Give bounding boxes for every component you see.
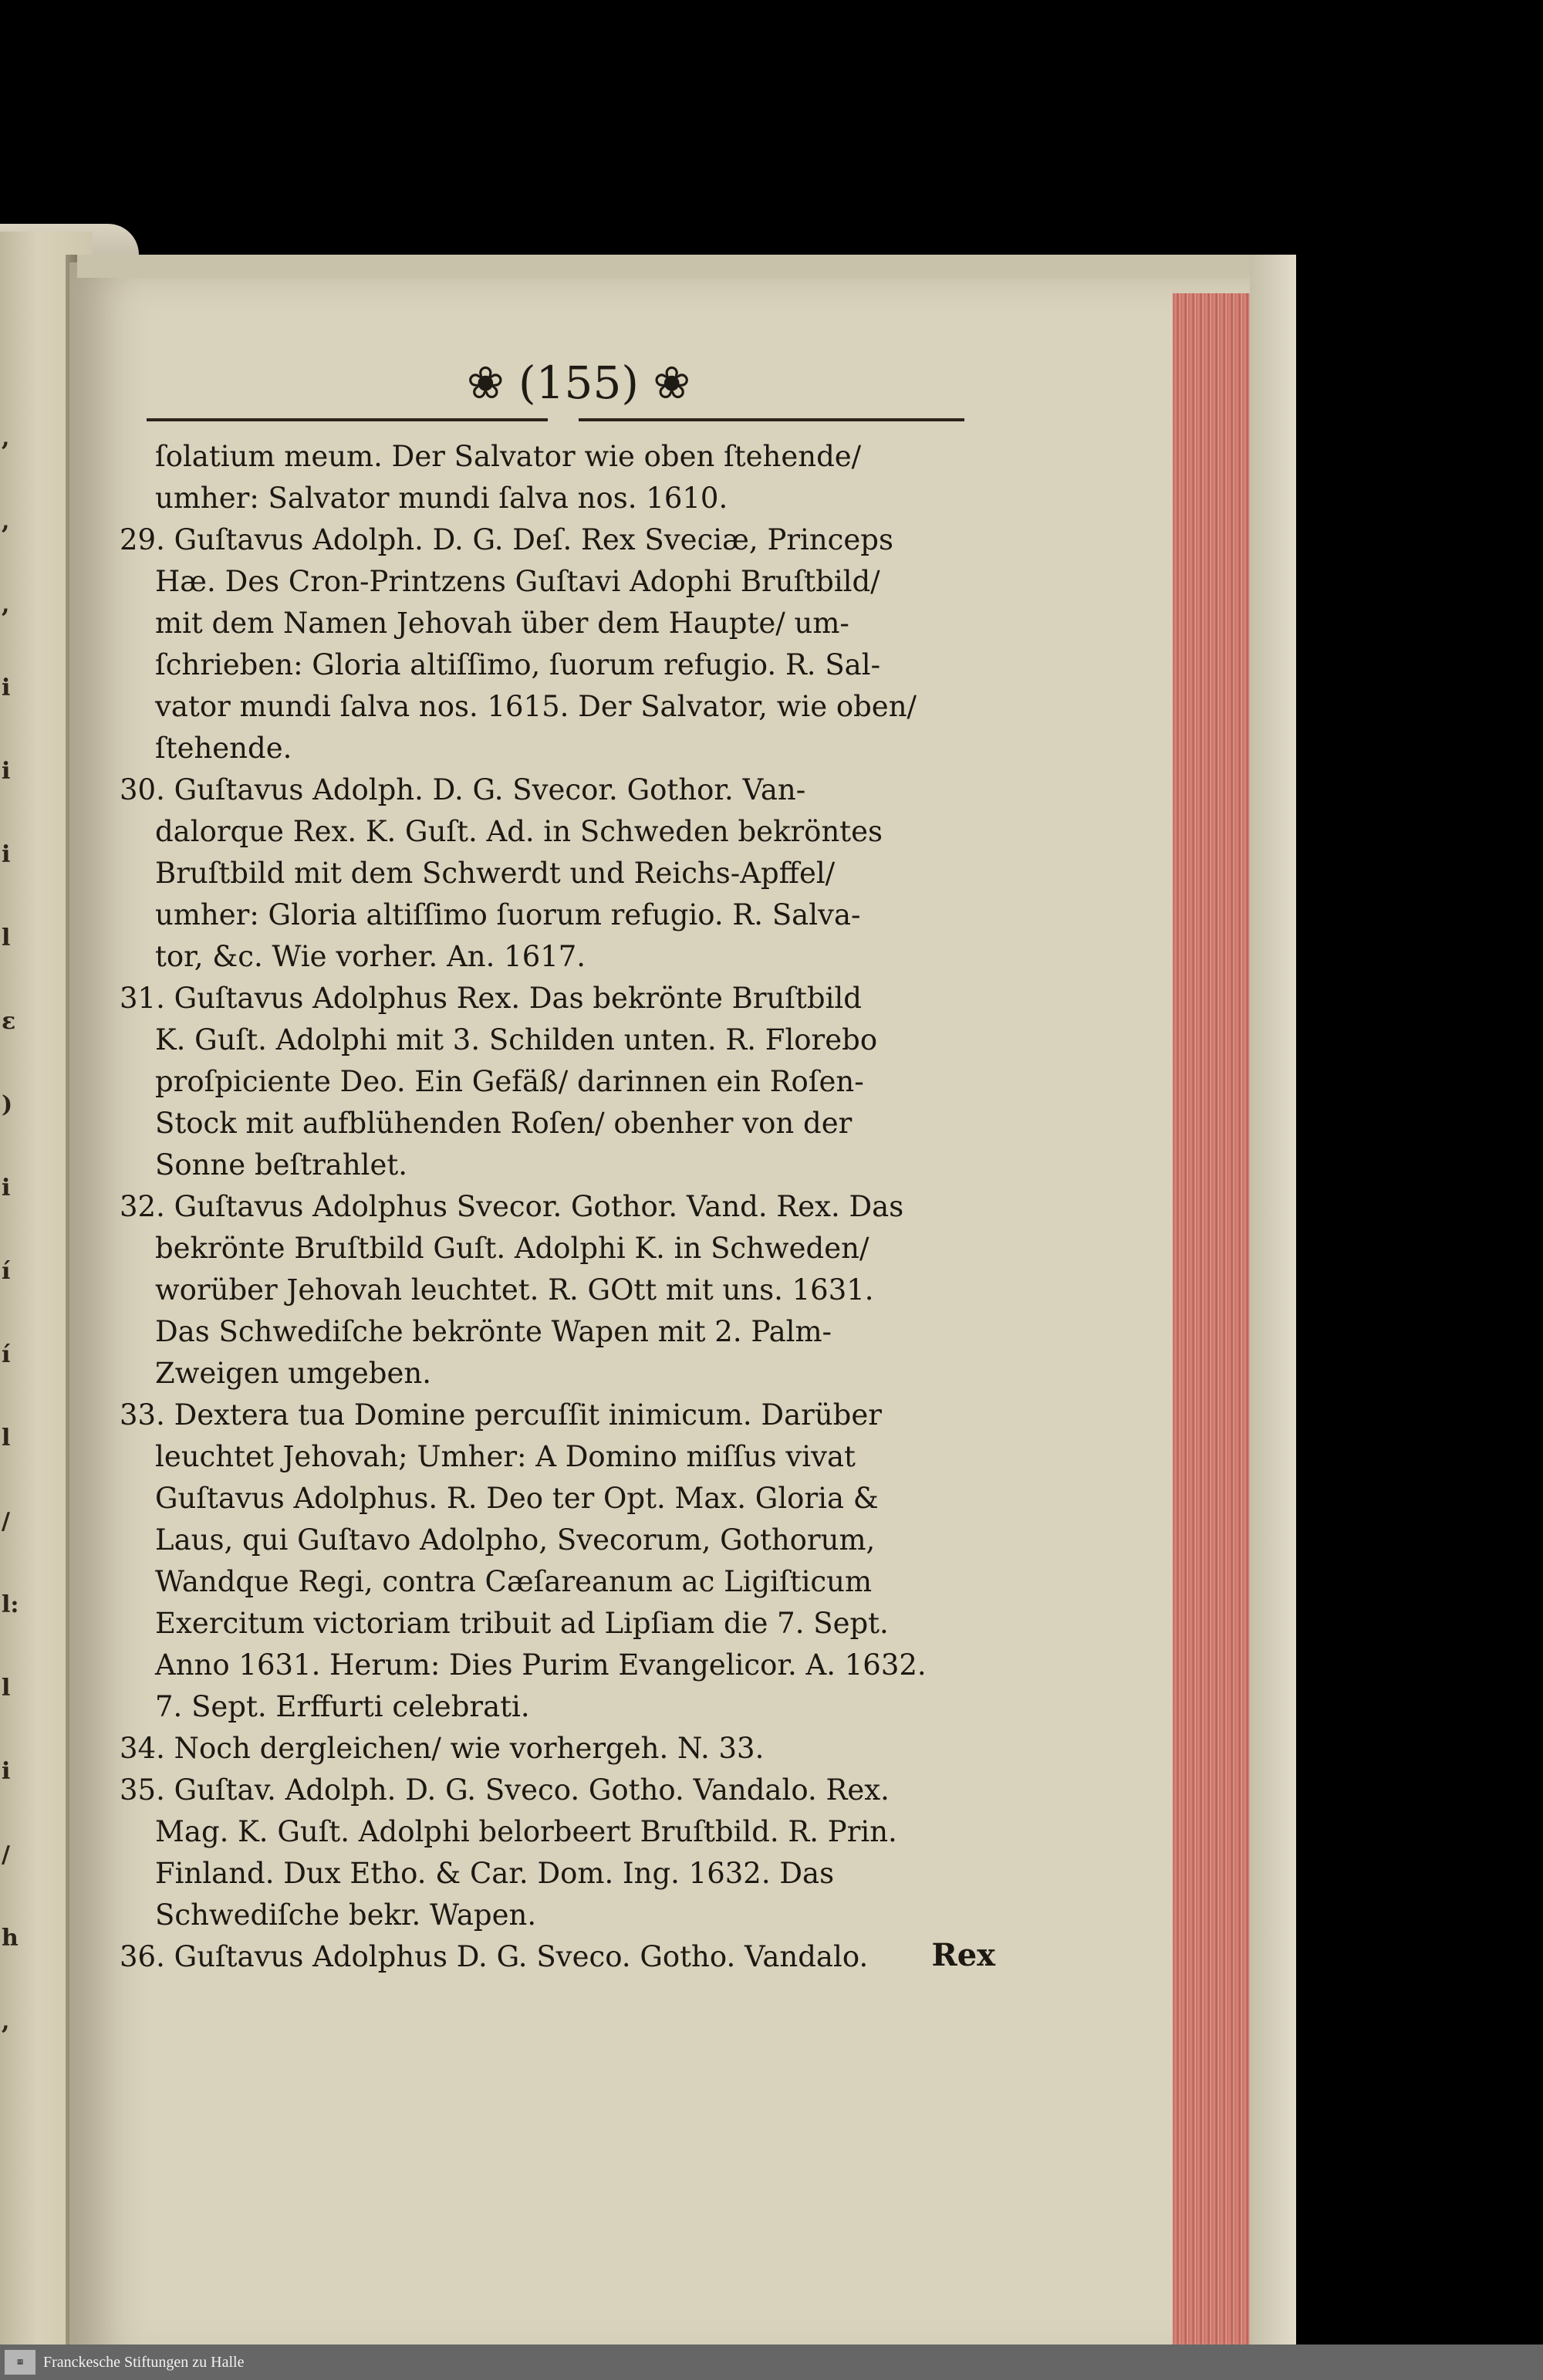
- text-line: proſpiciente Deo. Ein Gefäß/ darinnen ein Roſen-: [155, 1065, 864, 1098]
- page-body-text: [120, 436, 1007, 2018]
- text-line: ſolatium meum. Der Salvator wie oben ſtehende/: [155, 440, 862, 473]
- margin-fragment: i: [2, 758, 11, 785]
- page-header: [147, 357, 964, 426]
- margin-fragment: l: [2, 1675, 11, 1702]
- text-line: leuchtet Jehovah; Umher: A Domino miſſus vivat: [155, 1440, 856, 1473]
- margin-fragment: í: [2, 1341, 11, 1368]
- margin-fragment: ,: [2, 2008, 10, 2035]
- margin-fragment: l: [2, 1425, 11, 1452]
- text-line: umher: Salvator mundi ſalva nos. 1610.: [155, 482, 728, 515]
- left-margin-fragments: [0, 232, 19, 2361]
- margin-fragment: l:: [2, 1591, 19, 1618]
- text-line: 29. Guſtavus Adolph. D. G. Deſ. Rex Sveciæ, Princeps: [120, 523, 893, 556]
- margin-fragment: ,: [2, 591, 10, 618]
- margin-fragment: ,: [2, 424, 10, 451]
- text-line: 7. Sept. Erffurti celebrati.: [155, 1690, 530, 1723]
- text-line: ſtehende.: [155, 732, 292, 765]
- text-line: Zweigen umgeben.: [155, 1357, 431, 1390]
- footer-institution: Franckesche Stiftungen zu Halle: [43, 2353, 245, 2371]
- text-line: umher: Gloria altiſſimo ſuorum refugio. R. Salva-: [155, 898, 861, 931]
- text-line: Wandque Regi, contra Cæſareanum ac Ligiſticum: [155, 1565, 873, 1598]
- text-line: Bruſtbild mit dem Schwerdt und Reichs-Apffel/: [155, 857, 836, 890]
- text-line: 35. Guſtav. Adolph. D. G. Sveco. Gotho. Vandalo. Rex.: [120, 1773, 890, 1807]
- text-line: 33. Dextera tua Domine percuſſit inimicum. Darüber: [120, 1398, 882, 1432]
- margin-fragment: ,: [2, 508, 10, 535]
- text-line: mit dem Namen Jehovah über dem Haupte/ um-: [155, 607, 849, 640]
- margin-fragment: i: [2, 841, 11, 868]
- margin-fragment: /: [2, 1841, 10, 1868]
- text-line: Das Schwediſche bekrönte Wapen mit 2. Palm-: [155, 1315, 832, 1348]
- page-right-margin: [1250, 255, 1296, 2369]
- text-line: Stock mit aufblühenden Roſen/ obenher von der: [155, 1107, 853, 1140]
- text-line: 34. Noch dergleichen/ wie vorhergeh. N. 33.: [120, 1732, 765, 1765]
- text-line: 36. Guſtavus Adolphus D. G. Sveco. Gotho. Vandalo.: [120, 1940, 869, 1973]
- text-line: Exercitum victoriam tribuit ad Lipſiam die 7. Sept.: [155, 1607, 889, 1640]
- margin-fragment: i: [2, 1758, 11, 1785]
- text-line: worüber Jehovah leuchtet. R. GOtt mit uns. 1631.: [155, 1273, 874, 1307]
- text-line: K. Guſt. Adolphi mit 3. Schilden unten. R. Florebo: [155, 1023, 878, 1056]
- running-head-page-number: ❀ (155) ❀: [466, 357, 691, 409]
- text-line: Sonne beſtrahlet.: [155, 1148, 408, 1182]
- margin-fragment: i: [2, 674, 11, 701]
- footer-bar: [0, 2345, 1543, 2380]
- margin-fragment: l: [2, 925, 11, 952]
- text-line: Schwediſche bekr. Wapen.: [155, 1898, 537, 1932]
- margin-fragment: í: [2, 1258, 11, 1285]
- text-line: 31. Guſtavus Adolphus Rex. Das bekrönte Bruſtbild: [120, 982, 862, 1015]
- text-line: dalorque Rex. K. Guſt. Ad. in Schweden bekröntes: [155, 815, 883, 848]
- margin-fragment: h: [2, 1925, 19, 1952]
- text-line: Hæ. Des Cron-Printzens Guſtavi Adophi Bruſtbild/: [155, 565, 880, 598]
- text-line: Guſtavus Adolphus. R. Deo ter Opt. Max. Gloria &: [155, 1482, 879, 1515]
- text-line: Finland. Dux Etho. & Car. Dom. Ing. 1632. Das: [155, 1857, 835, 1890]
- margin-fragment: i: [2, 1175, 11, 1202]
- text-line: vator mundi ſalva nos. 1615. Der Salvator, wie oben/: [155, 690, 917, 723]
- text-line: Mag. K. Guſt. Adolphi belorbeert Bruſtbild. R. Prin.: [155, 1815, 897, 1848]
- text-line: tor, &c. Wie vorher. An. 1617.: [155, 940, 586, 973]
- header-rule-left: [147, 418, 548, 421]
- catchword: Rex: [931, 1937, 995, 1973]
- text-line: ſchrieben: Gloria altiſſimo, ſuorum refugio. R. Sal-: [155, 648, 881, 681]
- text-line: 30. Guſtavus Adolph. D. G. Svecor. Gothor. Van-: [120, 773, 806, 806]
- page-top-edge: [77, 255, 1288, 278]
- margin-fragment: /: [2, 1508, 10, 1535]
- text-line: Laus, qui Guſtavo Adolpho, Svecorum, Gothorum,: [155, 1523, 876, 1557]
- margin-fragment: ɛ: [2, 1008, 16, 1035]
- institution-logo-icon: ▦: [5, 2350, 35, 2375]
- margin-fragment: ): [2, 1091, 13, 1118]
- text-line: 32. Guſtavus Adolphus Svecor. Gothor. Vand. Rex. Das: [120, 1190, 904, 1223]
- text-line: bekrönte Bruſtbild Guſt. Adolphi K. in Schweden/: [155, 1232, 869, 1265]
- header-rule-right: [579, 418, 964, 421]
- text-line: Anno 1631. Herum: Dies Purim Evangelicor. A. 1632.: [155, 1648, 927, 1682]
